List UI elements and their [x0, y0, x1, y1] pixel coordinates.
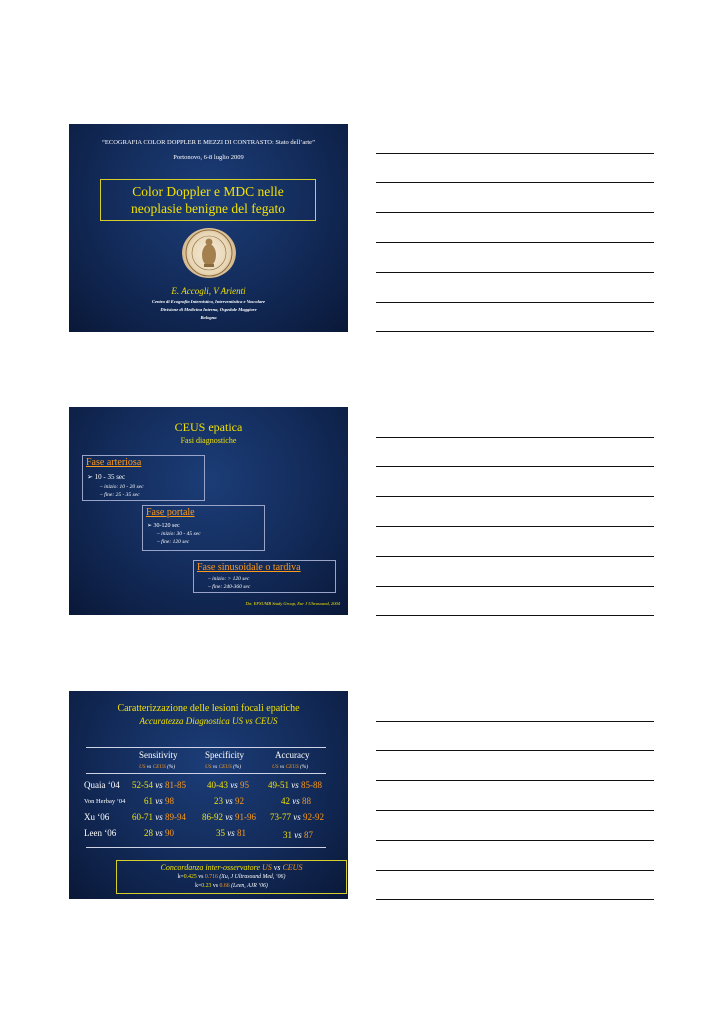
note-line [376, 182, 654, 183]
concordance-box [116, 860, 347, 894]
concordance-ceus: CEUS [282, 863, 303, 872]
slide-3 [69, 691, 348, 899]
ceus-value: 92 [235, 796, 244, 806]
accuracy-cell [283, 830, 313, 840]
ceus-value: 95 [240, 780, 249, 790]
vs-text: vs [155, 780, 163, 790]
specificity-cell [214, 796, 244, 806]
table-header-rule [86, 773, 326, 774]
phase-bullet-text: 30-120 sec [153, 523, 180, 529]
ceus-value: 81-85 [165, 780, 186, 790]
sub-ceus: CEUS [218, 764, 232, 770]
institution-line-1: Centro di Ecografia Internistica, Interventistica e Vascolare [151, 299, 266, 304]
table-bottom-rule [86, 847, 326, 848]
specificity-cell [216, 828, 246, 838]
us-value: 28 [144, 828, 153, 838]
sub-vs: vs [212, 764, 218, 770]
sub-pct: (%) [233, 764, 242, 770]
phase-heading: Fase sinusoidale o tardiva [197, 562, 301, 573]
accuracy-cell [270, 812, 324, 822]
ceus-value: 89-94 [165, 812, 186, 822]
institution-line-2: Divisione di Medicina Interna, Ospedale Maggiore [160, 307, 257, 312]
us-value: 49-51 [268, 780, 289, 790]
row-label: Xu ‘06 [84, 812, 110, 822]
specificity-cell [202, 812, 256, 822]
sensitivity-cell [144, 828, 174, 838]
note-line [376, 272, 654, 273]
accuracy-cell [268, 780, 322, 790]
note-line [376, 496, 654, 497]
column-header: Sensitivity [139, 750, 178, 760]
slide-title-line-2: neoplasie benigne del fegato [130, 200, 286, 216]
vs-text: vs [227, 828, 235, 838]
vs-text: vs [155, 828, 163, 838]
k-label: k= [177, 874, 184, 880]
phase-sub: – inizio: 10 - 20 sec [100, 484, 144, 490]
row-label: Leen ‘06 [84, 828, 117, 838]
phase-sub-text: fine: 240-360 sec [212, 584, 251, 590]
phase-bullet-text: 10 - 35 sec [94, 473, 126, 481]
k-ceus: 0.66 [219, 883, 230, 889]
phase-sub: – inizio: 30 - 45 sec [157, 531, 201, 537]
vs-text: vs [225, 796, 233, 806]
vs-text: vs [155, 796, 163, 806]
ceus-value: 88 [302, 796, 311, 806]
slide-title-line-1: Color Doppler e MDC nelle [132, 184, 284, 199]
phase-sinusoidal-box [193, 560, 336, 593]
phase-bullet: ➢ 10 - 35 sec [87, 473, 126, 481]
sub-us: US [205, 764, 212, 770]
note-line [376, 750, 654, 751]
note-line [376, 586, 654, 587]
phase-sub: – fine: 120 sec [157, 539, 190, 545]
phase-sub-text: fine: 25 - 35 sec [104, 492, 140, 498]
sensitivity-cell [144, 796, 174, 806]
column-header: Specificity [205, 750, 244, 760]
ceus-value: 85-88 [301, 780, 322, 790]
note-line [376, 810, 654, 811]
table-top-rule [86, 747, 326, 748]
authors: E. Accogli, V Arienti [171, 286, 246, 296]
sub-pct: (%) [167, 764, 176, 770]
institution-line-3: Bologna [200, 315, 217, 320]
us-value: 35 [216, 828, 225, 838]
k-ceus: 0.716 [204, 874, 218, 880]
sensitivity-cell [132, 780, 186, 790]
note-line [376, 242, 654, 243]
note-line [376, 721, 654, 722]
conference-title: “ECOGRAFIA COLOR DOPPLER E MEZZI DI CONTRASTO: Stato dell’arte” [102, 139, 315, 146]
slide-subtitle: Fasi diagnostiche [180, 436, 237, 445]
note-line [376, 526, 654, 527]
sub-ceus: CEUS [285, 764, 299, 770]
note-line [376, 302, 654, 303]
slide-subtitle: Accuratezza Diagnostica US vs CEUS [139, 716, 278, 726]
us-value: 86-92 [202, 812, 223, 822]
note-line [376, 212, 654, 213]
note-line [376, 437, 654, 438]
slide-title-box [100, 179, 316, 221]
slide-1 [69, 124, 348, 332]
us-value: 40-43 [207, 780, 228, 790]
vs-text: vs [293, 812, 301, 822]
sub-us: US [139, 764, 146, 770]
institution [69, 298, 348, 322]
phase-sub-text: inizio: > 120 sec [212, 576, 250, 582]
seal-logo [182, 228, 236, 278]
concordance-line-1 [117, 874, 346, 880]
sub-pct: (%) [300, 764, 309, 770]
row-label: Von Herbay ‘04 [84, 798, 126, 805]
note-line [376, 615, 654, 616]
ceus-value: 87 [304, 830, 313, 840]
k-us: 0.425 [183, 874, 197, 880]
us-value: 31 [283, 830, 292, 840]
phase-sub-text: fine: 120 sec [161, 539, 190, 545]
slide-2 [69, 407, 348, 615]
phase-portal-box [142, 505, 265, 551]
vs-text: vs [155, 812, 163, 822]
slide-title: CEUS epatica [174, 420, 243, 434]
column-subheader [205, 764, 241, 770]
ceus-value: 92-92 [303, 812, 324, 822]
note-line [376, 870, 654, 871]
conference-date: Portonovo, 6-8 luglio 2009 [173, 154, 244, 161]
column-header: Accuracy [275, 750, 310, 760]
k-label: k= [195, 883, 202, 889]
note-line [376, 899, 654, 900]
vs-text: vs [291, 780, 299, 790]
vs-text: vs [230, 780, 238, 790]
vs-text: vs [198, 874, 204, 880]
sensitivity-cell [132, 812, 186, 822]
row-label: Quaia ‘04 [84, 780, 120, 790]
us-value: 23 [214, 796, 223, 806]
phase-sub: – fine: 25 - 35 sec [100, 492, 140, 498]
slide-title: Caratterizzazione delle lesioni focali epatiche [117, 703, 300, 714]
phase-heading: Fase portale [146, 507, 195, 518]
note-line [376, 780, 654, 781]
phase-arterial-box [82, 455, 205, 501]
note-line [376, 331, 654, 332]
vs-text: vs [294, 830, 302, 840]
us-value: 42 [281, 796, 290, 806]
phase-sub-text: inizio: 10 - 20 sec [104, 484, 144, 490]
concordance-line-2 [117, 883, 346, 889]
ceus-value: 91-96 [235, 812, 256, 822]
us-value: 60-71 [132, 812, 153, 822]
phase-bullet: ➢ 30-120 sec [147, 523, 180, 529]
column-subheader [139, 764, 175, 770]
sub-us: US [272, 764, 279, 770]
k-ref: (Xu, J Ultrasound Med, ‘06) [219, 874, 286, 880]
concordance-title [117, 863, 346, 872]
phase-sub: – inizio: > 120 sec [208, 576, 250, 582]
vs-text: vs [212, 883, 219, 889]
note-line [376, 840, 654, 841]
us-value: 61 [144, 796, 153, 806]
ceus-value: 81 [237, 828, 246, 838]
concordance-us: US [262, 863, 272, 872]
note-line [376, 556, 654, 557]
phase-heading: Fase arteriosa [86, 457, 142, 468]
sub-vs: vs [146, 764, 152, 770]
note-line [376, 466, 654, 467]
us-value: 73-77 [270, 812, 291, 822]
vs-text: vs [225, 812, 233, 822]
concordance-title-text: Concordanza inter-osservatore [160, 863, 260, 872]
note-line [376, 153, 654, 154]
k-us: 0.23 [201, 883, 212, 889]
us-value: 52-54 [132, 780, 153, 790]
k-ref: (Leen, AJR ‘06) [231, 883, 268, 889]
phase-sub: – fine: 240-360 sec [208, 584, 251, 590]
vs-text: vs [292, 796, 300, 806]
accuracy-cell [281, 796, 311, 806]
ceus-value: 98 [165, 796, 174, 806]
sub-vs: vs [279, 764, 285, 770]
sub-ceus: CEUS [152, 764, 166, 770]
source-citation: Da: EFSUMB Study Group, Eur J Ultrasound, 2004 [245, 601, 340, 606]
concordance-vs: vs [273, 863, 281, 872]
specificity-cell [207, 780, 249, 790]
phase-sub-text: inizio: 30 - 45 sec [161, 531, 201, 537]
column-subheader [272, 764, 308, 770]
ceus-value: 90 [165, 828, 174, 838]
